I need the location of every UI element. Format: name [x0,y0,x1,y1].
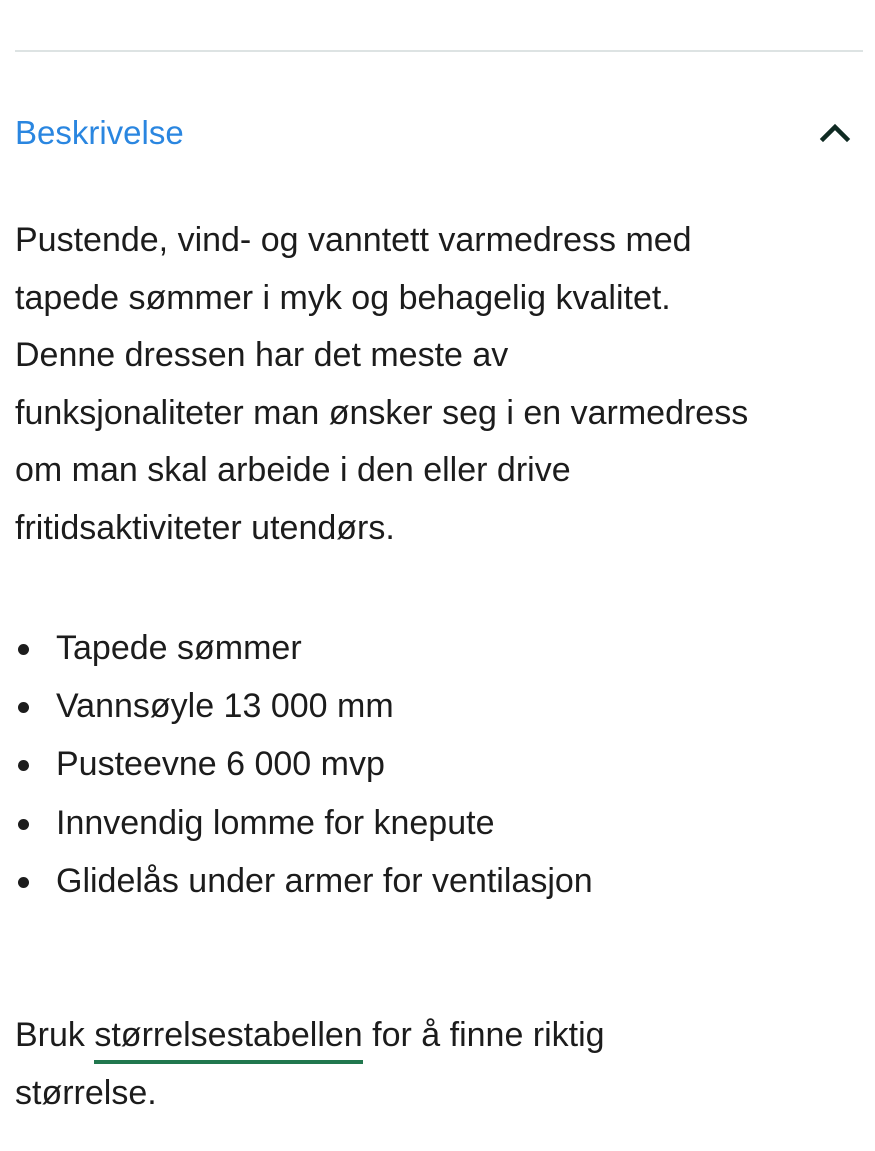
feature-label: Tapede sømmer [56,629,302,667]
size-note [15,1007,605,1122]
feature-label: Pusteevne 6 000 mvp [56,745,385,784]
bullet-icon [18,644,29,655]
feature-item [15,619,593,677]
description-line: tapede sømmer i myk og behagelig kvalitet. [15,278,671,317]
description-text [15,212,748,558]
bullet-icon [18,877,29,888]
section-divider [15,50,863,52]
description-line: fritidsaktiviteter utendørs. [15,508,395,547]
feature-label: Glidelås under armer for ventilasjon [56,861,593,900]
feature-item [15,677,593,735]
size-note-text: størrelse. [15,1073,157,1112]
size-note-text: for å finne riktig [362,1016,605,1054]
feature-item [15,794,593,852]
feature-label: Innvendig lomme for knepute [56,803,495,842]
description-line: Pustende, vind- og vanntett varmedress med [15,221,692,259]
description-line: Denne dressen har det meste av [15,336,509,375]
feature-label: Vannsøyle 13 000 mm [56,687,394,726]
chevron-up-icon[interactable] [817,117,853,147]
size-note-text: Bruk [15,1016,95,1054]
feature-item [15,735,593,793]
bullet-icon [18,819,29,830]
size-chart-link[interactable]: størrelsestabellen [94,1016,362,1064]
description-line: om man skal arbeide i den eller drive [15,451,571,490]
description-line: funksjonaliteter man ønsker seg i en varmedress [15,393,749,432]
feature-list [15,619,593,910]
feature-item [15,852,593,910]
bullet-icon [18,702,29,713]
bullet-icon [18,760,29,771]
description-accordion-title[interactable]: Beskrivelse [15,114,184,151]
